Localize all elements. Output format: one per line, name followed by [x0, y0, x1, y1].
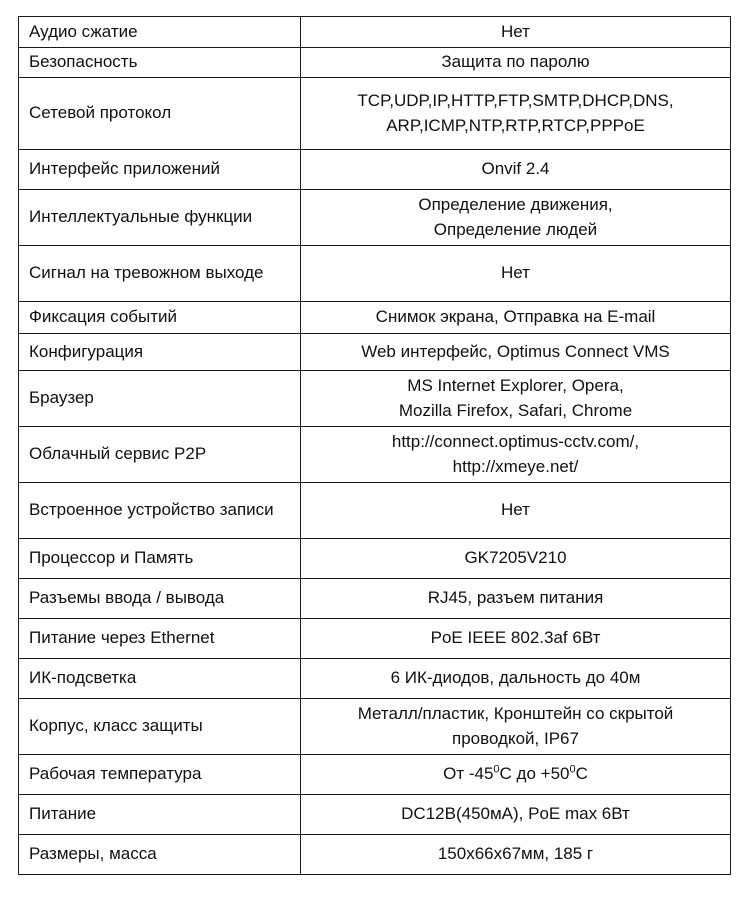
param-value: Нет [301, 483, 731, 539]
param-label: Фиксация событий [19, 302, 301, 334]
param-value: Onvif 2.4 [301, 150, 731, 190]
param-label: Сигнал на тревожном выходе [19, 246, 301, 302]
param-label: Интерфейс приложений [19, 150, 301, 190]
param-value: GK7205V210 [301, 539, 731, 579]
table-row [19, 755, 731, 795]
param-label: Корпус, класс защиты [19, 699, 301, 755]
table-row [19, 48, 731, 78]
table-row [19, 150, 731, 190]
param-label: Питание через Ethernet [19, 619, 301, 659]
table-row [19, 427, 731, 483]
param-label: Размеры, масса [19, 835, 301, 875]
param-value: Защита по паролю [301, 48, 731, 78]
param-value: Металл/пластик, Кронштейн со скрытой проводкой, IP67 [301, 699, 731, 755]
table-row [19, 539, 731, 579]
temperature-middle: С до +50 [499, 764, 570, 784]
param-label: Сетевой протокол [19, 78, 301, 150]
param-value: Нет [301, 246, 731, 302]
param-label: Процессор и Память [19, 539, 301, 579]
param-value: Нет [301, 17, 731, 48]
param-label: Аудио сжатие [19, 17, 301, 48]
param-label: Разъемы ввода / вывода [19, 579, 301, 619]
param-label: Браузер [19, 371, 301, 427]
table-row [19, 334, 731, 371]
param-value: RJ45, разъем питания [301, 579, 731, 619]
param-label: Интеллектуальные функции [19, 190, 301, 246]
param-label: Облачный сервис P2P [19, 427, 301, 483]
param-value: Определение движения, Определение людей [301, 190, 731, 246]
degree-superscript: 0 [493, 763, 500, 776]
temperature-value [301, 755, 731, 795]
param-label: Безопасность [19, 48, 301, 78]
degree-superscript: 0 [569, 763, 576, 776]
table-row [19, 190, 731, 246]
param-label: ИК-подсветка [19, 659, 301, 699]
table-row [19, 699, 731, 755]
param-value: http://connect.optimus-cctv.com/, http://xmeye.net/ [301, 427, 731, 483]
temperature-suffix: С [575, 764, 588, 784]
param-value: TCP,UDP,IP,HTTP,FTP,SMTP,DHCP,DNS, ARP,ICMP,NTP,RTP,RTCP,PPPoE [301, 78, 731, 150]
param-value: DC12В(450мА), PoE max 6Вт [301, 795, 731, 835]
param-value: 150x66x67мм, 185 г [301, 835, 731, 875]
table-row [19, 302, 731, 334]
spec-table [18, 16, 731, 875]
table-row [19, 619, 731, 659]
table-row [19, 579, 731, 619]
param-label: Конфигурация [19, 334, 301, 371]
param-value: Снимок экрана, Отправка на E-mail [301, 302, 731, 334]
param-value: 6 ИК-диодов, дальность до 40м [301, 659, 731, 699]
param-label: Встроенное устройство записи [19, 483, 301, 539]
table-row [19, 78, 731, 150]
param-value: Web интерфейс, Optimus Connect VMS [301, 334, 731, 371]
param-label: Рабочая температура [19, 755, 301, 795]
table-row [19, 659, 731, 699]
table-row [19, 246, 731, 302]
temperature-prefix: От -45 [443, 764, 494, 784]
table-row [19, 371, 731, 427]
table-row [19, 835, 731, 875]
table-row [19, 17, 731, 48]
param-value: MS Internet Explorer, Opera, Mozilla Firefox, Safari, Chrome [301, 371, 731, 427]
table-row [19, 483, 731, 539]
param-value: PoE IEEE 802.3af 6Вт [301, 619, 731, 659]
table-row [19, 795, 731, 835]
param-label: Питание [19, 795, 301, 835]
